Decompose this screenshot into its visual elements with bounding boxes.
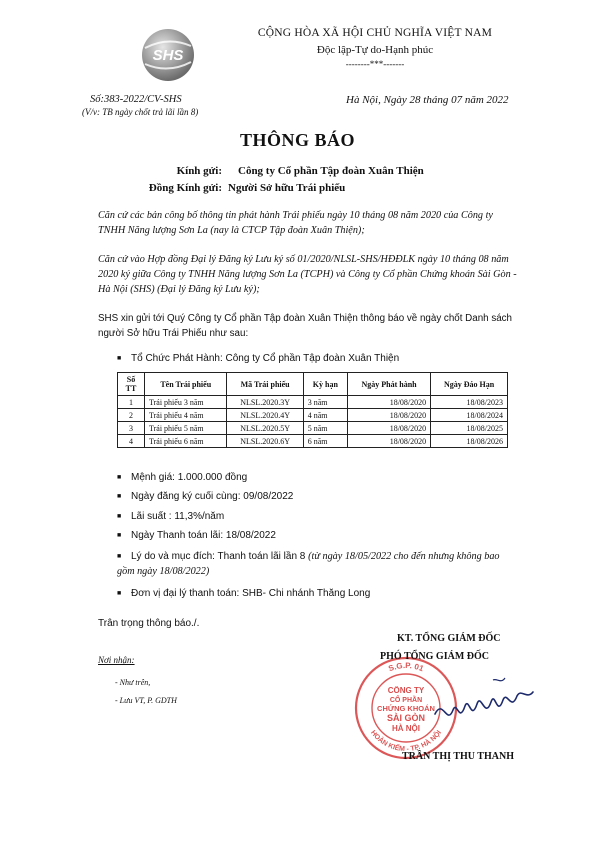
table-cell: Trái phiếu 3 năm: [145, 396, 227, 409]
table-cell: NLSL.2020.6Y: [227, 435, 303, 448]
header-divider: --------***-------: [345, 59, 405, 69]
table-header-row: [118, 373, 508, 396]
bullet-icon: ■: [117, 553, 122, 560]
column-header: Tên Trái phiếu: [145, 373, 227, 396]
stamp-ring-bottom: HOÀN KIẾM - TP. HÀ NỘI: [369, 729, 443, 754]
document-number: Số:383-2022/CV-SHS: [90, 94, 182, 105]
stamp-line: CÔNG TY: [387, 686, 425, 695]
bullet-note: (từ ngày 18/05/2022 cho đến nhưng không bao gồm ngày 18/08/2022): [117, 551, 500, 577]
paragraph-notice: SHS xin gửi tới Quý Công ty Cổ phần Tập đoàn Xuân Thiện thông báo về ngày chốt Danh sách người Sở hữu Trái Phiếu như sau:: [98, 313, 513, 339]
bullet-payment-date: [117, 530, 276, 541]
bullet-icon: ■: [117, 590, 122, 597]
table-cell: 18/08/2020: [347, 396, 430, 409]
bullet-text: Mệnh giá: 1.000.000 đồng: [131, 472, 248, 483]
table-row: [118, 409, 508, 422]
handwritten-signature: [433, 676, 538, 736]
table-cell: 2: [118, 409, 145, 422]
bullet-purpose: [117, 549, 517, 579]
bullet-text: Đơn vị đại lý thanh toán: SHB- Chi nhánh Thăng Long: [131, 588, 371, 599]
column-header: Kỳ hạn: [303, 373, 347, 396]
paragraph-basis-2: Căn cứ vào Hợp đồng Đại lý Đăng ký Lưu ký số 01/2020/NLSL-SHS/HĐĐLK ngày 10 tháng 08 năm 2020 ký giữa Công ty TNHH Năng lượng Sơn La (TCPH) và Công ty Cổ phần Chứng khoán Sài Gòn - Hà Nội (SHS) (Đại lý Đăng ký Lưu ký);: [98, 254, 517, 295]
column-header: Ngày Phát hành: [347, 373, 430, 396]
table-cell: 3 năm: [303, 396, 347, 409]
recipient-item: - Như trên,: [115, 678, 151, 687]
column-header: Mã Trái phiếu: [227, 373, 303, 396]
bond-table: [117, 372, 508, 448]
stamp-line: HÀ NỘI: [392, 724, 420, 733]
stamp-line: CỔ PHẦN: [389, 697, 423, 704]
bullet-face-value: [117, 472, 247, 483]
logo-text: SHS: [152, 47, 184, 64]
table-cell: 18/08/2020: [347, 409, 430, 422]
table-cell: NLSL.2020.4Y: [227, 409, 303, 422]
co-recipient-value: Người Sở hữu Trái phiếu: [228, 182, 346, 194]
document-title: THÔNG BÁO: [239, 130, 355, 150]
table-cell: 4: [118, 435, 145, 448]
stamp-line: SÀI GÒN: [386, 713, 426, 723]
signature-title-1: KT. TỔNG GIÁM ĐỐC: [397, 633, 501, 644]
stamp-line: CHỨNG KHOÁN: [377, 704, 435, 713]
bullet-text: Lãi suất : 11,3%/năm: [131, 511, 225, 522]
column-header: Ngày Đáo Hạn: [431, 373, 508, 396]
bullet-interest-rate: [117, 511, 224, 522]
document-date: Hà Nội, Ngày 28 tháng 07 năm 2022: [346, 94, 509, 106]
bullet-icon: ■: [117, 355, 122, 362]
table-row: [118, 396, 508, 409]
table-cell: 18/08/2024: [431, 409, 508, 422]
table-cell: 1: [118, 396, 145, 409]
table-cell: Trái phiếu 6 năm: [145, 435, 227, 448]
recipient-value: Công ty Cổ phần Tập đoàn Xuân Thiện: [238, 165, 424, 177]
table-cell: 18/08/2020: [347, 435, 430, 448]
table-cell: 18/08/2026: [431, 435, 508, 448]
co-recipient-label: Đồng Kính gửi:: [148, 182, 222, 194]
bullet-text: Ngày Thanh toán lãi: 18/08/2022: [131, 530, 276, 541]
nation-motto: Độc lập-Tự do-Hạnh phúc: [316, 44, 434, 56]
bullet-icon: ■: [117, 513, 122, 520]
table-cell: 6 năm: [303, 435, 347, 448]
signatory-name: TRẦN THỊ THU THANH: [402, 751, 514, 762]
table-cell: 3: [118, 422, 145, 435]
bullet-record-date: [117, 491, 293, 502]
stamp-ring-top: S.G.P. 01: [387, 660, 425, 674]
table-cell: 4 năm: [303, 409, 347, 422]
signature-title-2: PHÓ TỔNG GIÁM ĐỐC: [380, 651, 489, 662]
table-cell: Trái phiếu 5 năm: [145, 422, 227, 435]
recipients-heading: Nơi nhận:: [98, 655, 135, 665]
recipient-item: - Lưu VT, P. GDTH: [115, 696, 177, 705]
nation-heading: CỘNG HÒA XÃ HỘI CHỦ NGHĨA VIỆT NAM: [257, 27, 493, 39]
table-cell: 18/08/2020: [347, 422, 430, 435]
bullet-text: Lý do và mục đích: Thanh toán lãi lần 8: [131, 551, 309, 562]
issuer-line: [117, 353, 399, 364]
bullet-text: Ngày đăng ký cuối cùng: 09/08/2022: [131, 491, 294, 502]
document-subject: (V/v: TB ngày chốt trả lãi lần 8): [82, 107, 199, 117]
table-cell: NLSL.2020.3Y: [227, 396, 303, 409]
table-cell: 18/08/2025: [431, 422, 508, 435]
table-row: [118, 422, 508, 435]
bullet-icon: ■: [117, 532, 122, 539]
recipient-label: Kính gửi:: [176, 165, 222, 177]
table-row: [118, 435, 508, 448]
table-cell: 5 năm: [303, 422, 347, 435]
bullet-icon: ■: [117, 493, 122, 500]
svg-text:S.G.P. 01: [387, 661, 425, 674]
shs-logo: [141, 28, 195, 82]
issuer-text: Tổ Chức Phát Hành: Công ty Cổ phần Tập đoàn Xuân Thiện: [131, 353, 400, 364]
table-cell: 18/08/2023: [431, 396, 508, 409]
table-cell: Trái phiếu 4 năm: [145, 409, 227, 422]
column-header: Số TT: [118, 373, 145, 396]
table-cell: NLSL.2020.5Y: [227, 422, 303, 435]
bullet-icon: ■: [117, 474, 122, 481]
bullet-paying-agent: [117, 588, 370, 599]
paragraph-basis-1: Căn cứ các bản công bố thông tin phát hành Trái phiếu ngày 10 tháng 08 năm 2020 của Công ty TNHH Năng lượng Sơn La (nay là CTCP Tập đoàn Xuân Thiện);: [98, 210, 493, 236]
closing-line: Trân trọng thông báo./.: [98, 618, 200, 629]
